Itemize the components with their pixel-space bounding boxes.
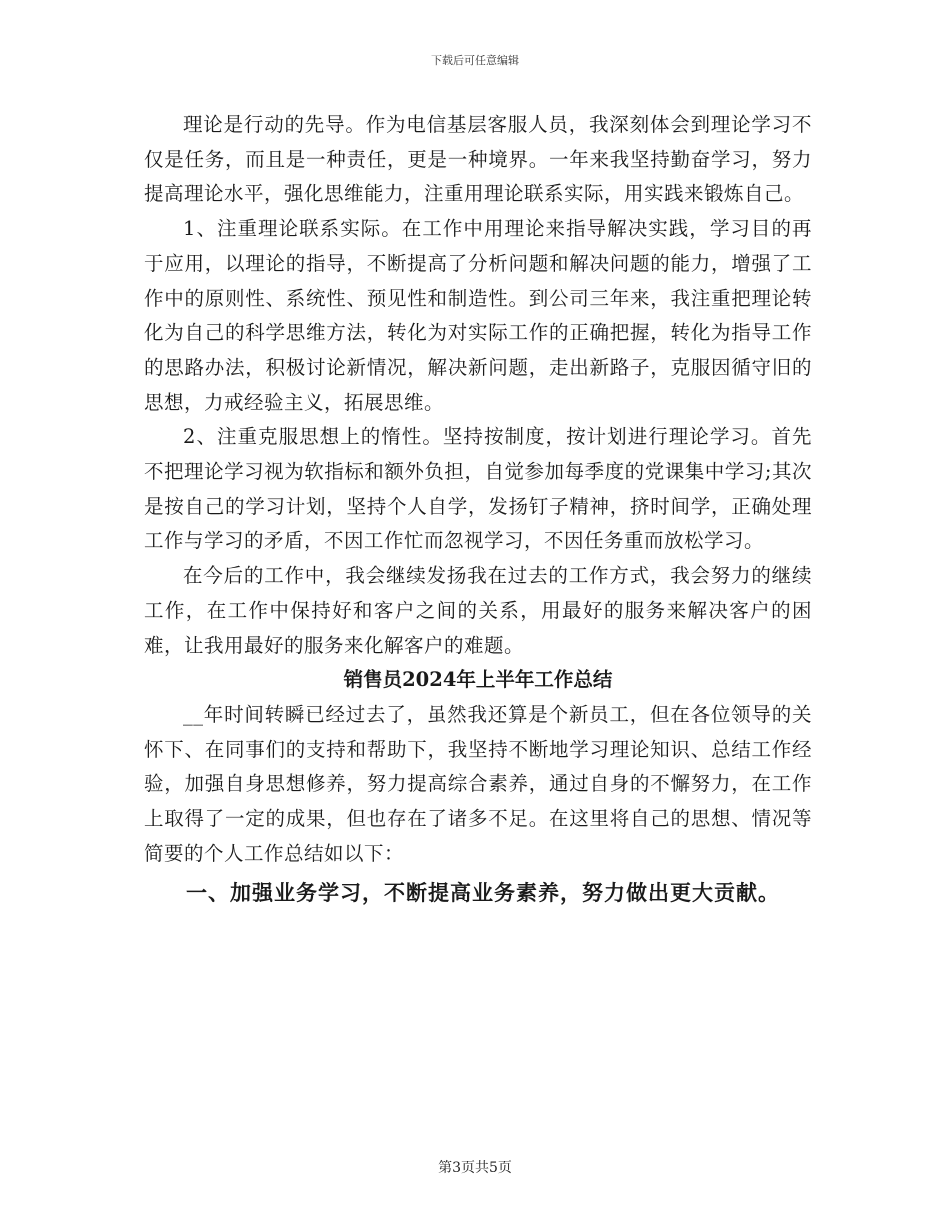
page-header: 下载后可任意编辑 xyxy=(431,54,519,67)
page-number: 第3页共5页 xyxy=(438,1160,512,1176)
section-title: 销售员2024年上半年工作总结 xyxy=(343,668,613,692)
paragraph-theory: 理论是行动的先导。作为电信基层客服人员，我深刻体会到理论学习不仅是任务，而且是一种责任，更是一种境界。一年来我坚持勤奋学习，努力提高理论水平，强化思维能力，注重用理论联系实际，用实践来锻炼自己。 xyxy=(144,113,812,206)
paragraph-point-2: 2、注重克服思想上的惰性。坚持按制度，按计划进行理论学习。首先不把理论学习视为软指标和额外负担，自觉参加每季度的党课集中学习;其次是按自己的学习计划，坚持个人自学，发扬钉子精神，挤时间学，正确处理工作与学习的矛盾，不因工作忙而忽视学习，不因任务重而放松学习。 xyxy=(144,425,812,553)
document-body xyxy=(144,108,812,911)
paragraph-intro: __年时间转瞬已经过去了，虽然我还算是个新员工，但在各位领导的关怀下、在同事们的支持和帮助下，我坚持不断地学习理论知识、总结工作经验，加强自身思想修养，努力提高综合素养，通过自身的不懈努力，在工作上取得了一定的成果，但也存在了诸多不足。在这里将自己的思想、情况等简要的个人工作总结如以下： xyxy=(144,702,812,865)
paragraph-point-1: 1、注重理论联系实际。在工作中用理论来指导解决实践，学习目的再于应用，以理论的指导，不断提高了分析问题和解决问题的能力，增强了工作中的原则性、系统性、预见性和制造性。到公司三年来，我注重把理论转化为自己的科学思维方法，转化为对实际工作的正确把握，转化为指导工作的思路办法，积极讨论新情况，解决新问题，走出新路子，克服因循守旧的思想，力戒经验主义，拓展思维。 xyxy=(144,217,812,414)
paragraph-future: 在今后的工作中，我会继续发扬我在过去的工作方式，我会努力的继续工作，在工作中保持好和客户之间的关系，用最好的服务来解决客户的困难，让我用最好的服务来化解客户的难题。 xyxy=(144,564,812,657)
section-heading-1: 一、加强业务学习，不断提高业务素养，努力做出更大贡献。 xyxy=(186,881,780,906)
